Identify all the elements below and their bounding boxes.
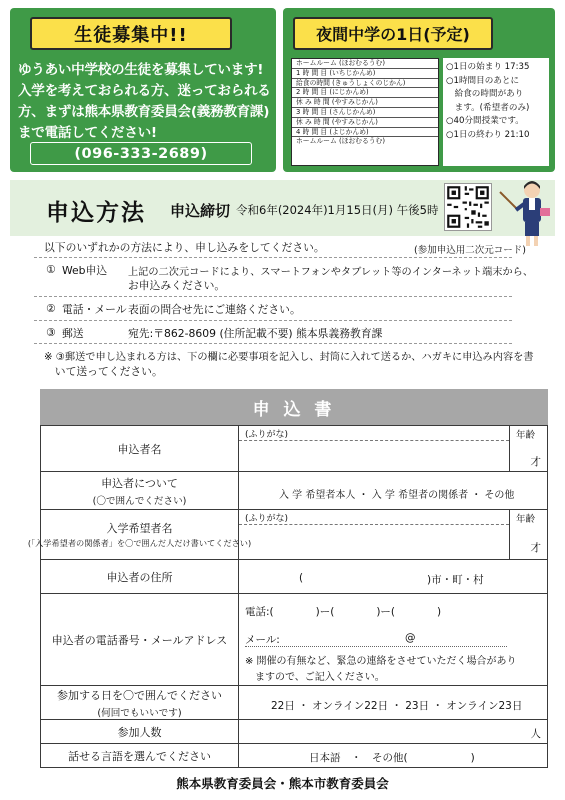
schedule-note: ○1日の終わり 21:10 (446, 129, 530, 140)
divider (34, 296, 512, 297)
application-form (27, 425, 548, 768)
method-title: 申込方法 (46, 200, 146, 226)
applicant-age-field[interactable] (509, 426, 547, 471)
divider (34, 320, 512, 321)
language-label: 話せる言語を選んでください (41, 744, 239, 768)
option-phone-text: 表面の問合せ先にご連絡ください。 (128, 303, 301, 316)
deadline-date: 令和6年(2024年)1月15日(月) 午後5時 (236, 203, 439, 217)
age-label: 年齢 (516, 430, 536, 441)
student-name-field[interactable] (239, 510, 547, 559)
teacher-illustration-icon (498, 178, 554, 248)
option-phone-name: 電話・メール (62, 303, 127, 316)
recruitment-panel (10, 8, 276, 172)
schedule-row: 1 時 間 目 (いちじかんめ) (292, 69, 438, 79)
date-choices[interactable]: 22日 ・ オンライン22日 ・ 23日 ・ オンライン23日 (271, 700, 523, 712)
option-number: ③ (46, 326, 56, 339)
option-number: ① (46, 263, 56, 276)
divider (34, 257, 512, 258)
date-row (41, 686, 547, 720)
postal-note-2: いて送ってください。 (44, 365, 163, 378)
recruitment-badge: 生徒募集中!! (30, 17, 232, 50)
schedule-note: ○1日の始まり 17:35 (446, 62, 530, 72)
participants-field[interactable]: 人 (530, 728, 541, 740)
applicant-type-choices[interactable]: 入 学 希望者本人 ・ 入 学 希望者の関係者 ・ その他 (279, 490, 515, 501)
schedule-note: ます。(希望者のみ) (446, 102, 530, 113)
footer-organizers: 熊本県教育委員会・熊本市教育委員会 (176, 776, 389, 791)
schedule-note: ○1時間目のあとに (446, 75, 520, 86)
schedule-row: 休 み 時 間 (やすみじかん) (292, 118, 438, 128)
address-label: 申込者の住所 (41, 560, 239, 593)
option-web-text: 上記の二次元コードにより、スマートフォンやタブレット等のインターネット端末から、 (128, 267, 534, 278)
intro-line: 方、まずは熊本県教育委員会(義務教育課) (18, 104, 270, 120)
option-number: ② (46, 302, 56, 315)
divider (34, 343, 512, 344)
contact-note: ※ 開催の有無など、緊急の連絡をさせていただく場合があり (245, 656, 517, 667)
address-field[interactable]: ( )市・町・村 (299, 572, 484, 586)
student-name-label: 入学希望者名 (「入学希望者の関係者」を〇で囲んだ人だけ書いてください) (41, 510, 239, 559)
email-label: メール: (245, 634, 280, 646)
schedule-note: ○40分間授業です。 (446, 116, 524, 127)
applicant-type-row (41, 472, 547, 510)
option-web-name: Web申込 (62, 264, 108, 277)
intro-line: まで電話してください! (18, 125, 157, 141)
applicant-type-label: 申込者について (〇で囲んでください) (41, 472, 239, 509)
contact-row (41, 594, 547, 686)
applicant-name-label: 申込者名 (41, 426, 239, 471)
schedule-row: 4 時 間 目 (よじかんめ) (292, 128, 438, 138)
instruction-text: 以下のいずれかの方法により、申し込みをしてください。 (44, 241, 325, 254)
schedule-notes (443, 58, 549, 166)
language-row (41, 744, 547, 768)
schedule-note: 給食の時間があり (446, 89, 524, 100)
deadline-label: 申込締切 (170, 202, 231, 220)
schedule-row: 2 時 間 目 (にじかんめ) (292, 88, 438, 98)
furigana-label: (ふりがな) (245, 430, 289, 440)
intro-line: 入学を考えておられる方、迷っておられる (18, 83, 271, 99)
schedule-row: 休 み 時 間 (やすみじかん) (292, 98, 438, 108)
schedule-row: 3 時 間 目 (さんじかんめ) (292, 108, 438, 118)
schedule-badge: 夜間中学の1日(予定) (293, 17, 493, 50)
contact-phone[interactable]: (096-333-2689) (30, 142, 252, 165)
applicant-name-field[interactable] (239, 426, 547, 471)
contact-label: 申込者の電話番号・メールアドレス (41, 594, 239, 685)
intro-line: ゆうあい中学校の生徒を募集しています! (18, 62, 264, 78)
language-choices[interactable]: 日本語 ・ その他( ) (309, 752, 475, 764)
recruitment-text (18, 60, 272, 144)
participants-row (41, 720, 547, 744)
age-unit: 才 (530, 456, 541, 468)
participants-label: 参加人数 (41, 720, 239, 743)
date-label: 参加する日を〇で囲んでください (何回でもいいです) (41, 686, 239, 719)
applicant-name-row (41, 426, 547, 472)
student-name-row (27, 510, 547, 560)
schedule-table (291, 58, 439, 166)
contact-note-2: ますので、ご記入ください。 (245, 672, 385, 683)
option-mail-address: 宛先:〒862-8609 (住所記載不要) 熊本県義務教育課 (128, 327, 383, 340)
option-mail-name: 郵送 (62, 327, 84, 340)
age-unit: 才 (530, 542, 541, 554)
schedule-row: ホームルーム (ほおむるうむ) (296, 137, 386, 146)
daily-schedule-panel (283, 8, 555, 172)
address-row (41, 560, 547, 594)
schedule-row: 給食の時間 (きゅうしょくのじかん) (292, 79, 438, 89)
form-title: 申 込 書 (40, 389, 548, 425)
option-web-text-2: お申込みください。 (128, 279, 226, 292)
schedule-row: ホームルーム (ほおむるうむ) (292, 59, 438, 69)
contact-field[interactable] (239, 594, 547, 685)
postal-note: ※ ③郵送で申し込まれる方は、下の欄に必要事項を記入し、封筒に入れて送るか、ハガキに申込み内容を書 (44, 352, 534, 363)
qr-code-label: (参加申込用二次元コード) (414, 245, 526, 256)
student-age-field[interactable] (509, 510, 547, 559)
qr-code-icon[interactable] (444, 183, 492, 231)
phone-line: 電話:( )ー( )ー( ) (245, 606, 442, 618)
furigana-label: (ふりがな) (245, 514, 289, 524)
email-at: @ (405, 632, 416, 644)
age-label: 年齢 (516, 514, 536, 525)
